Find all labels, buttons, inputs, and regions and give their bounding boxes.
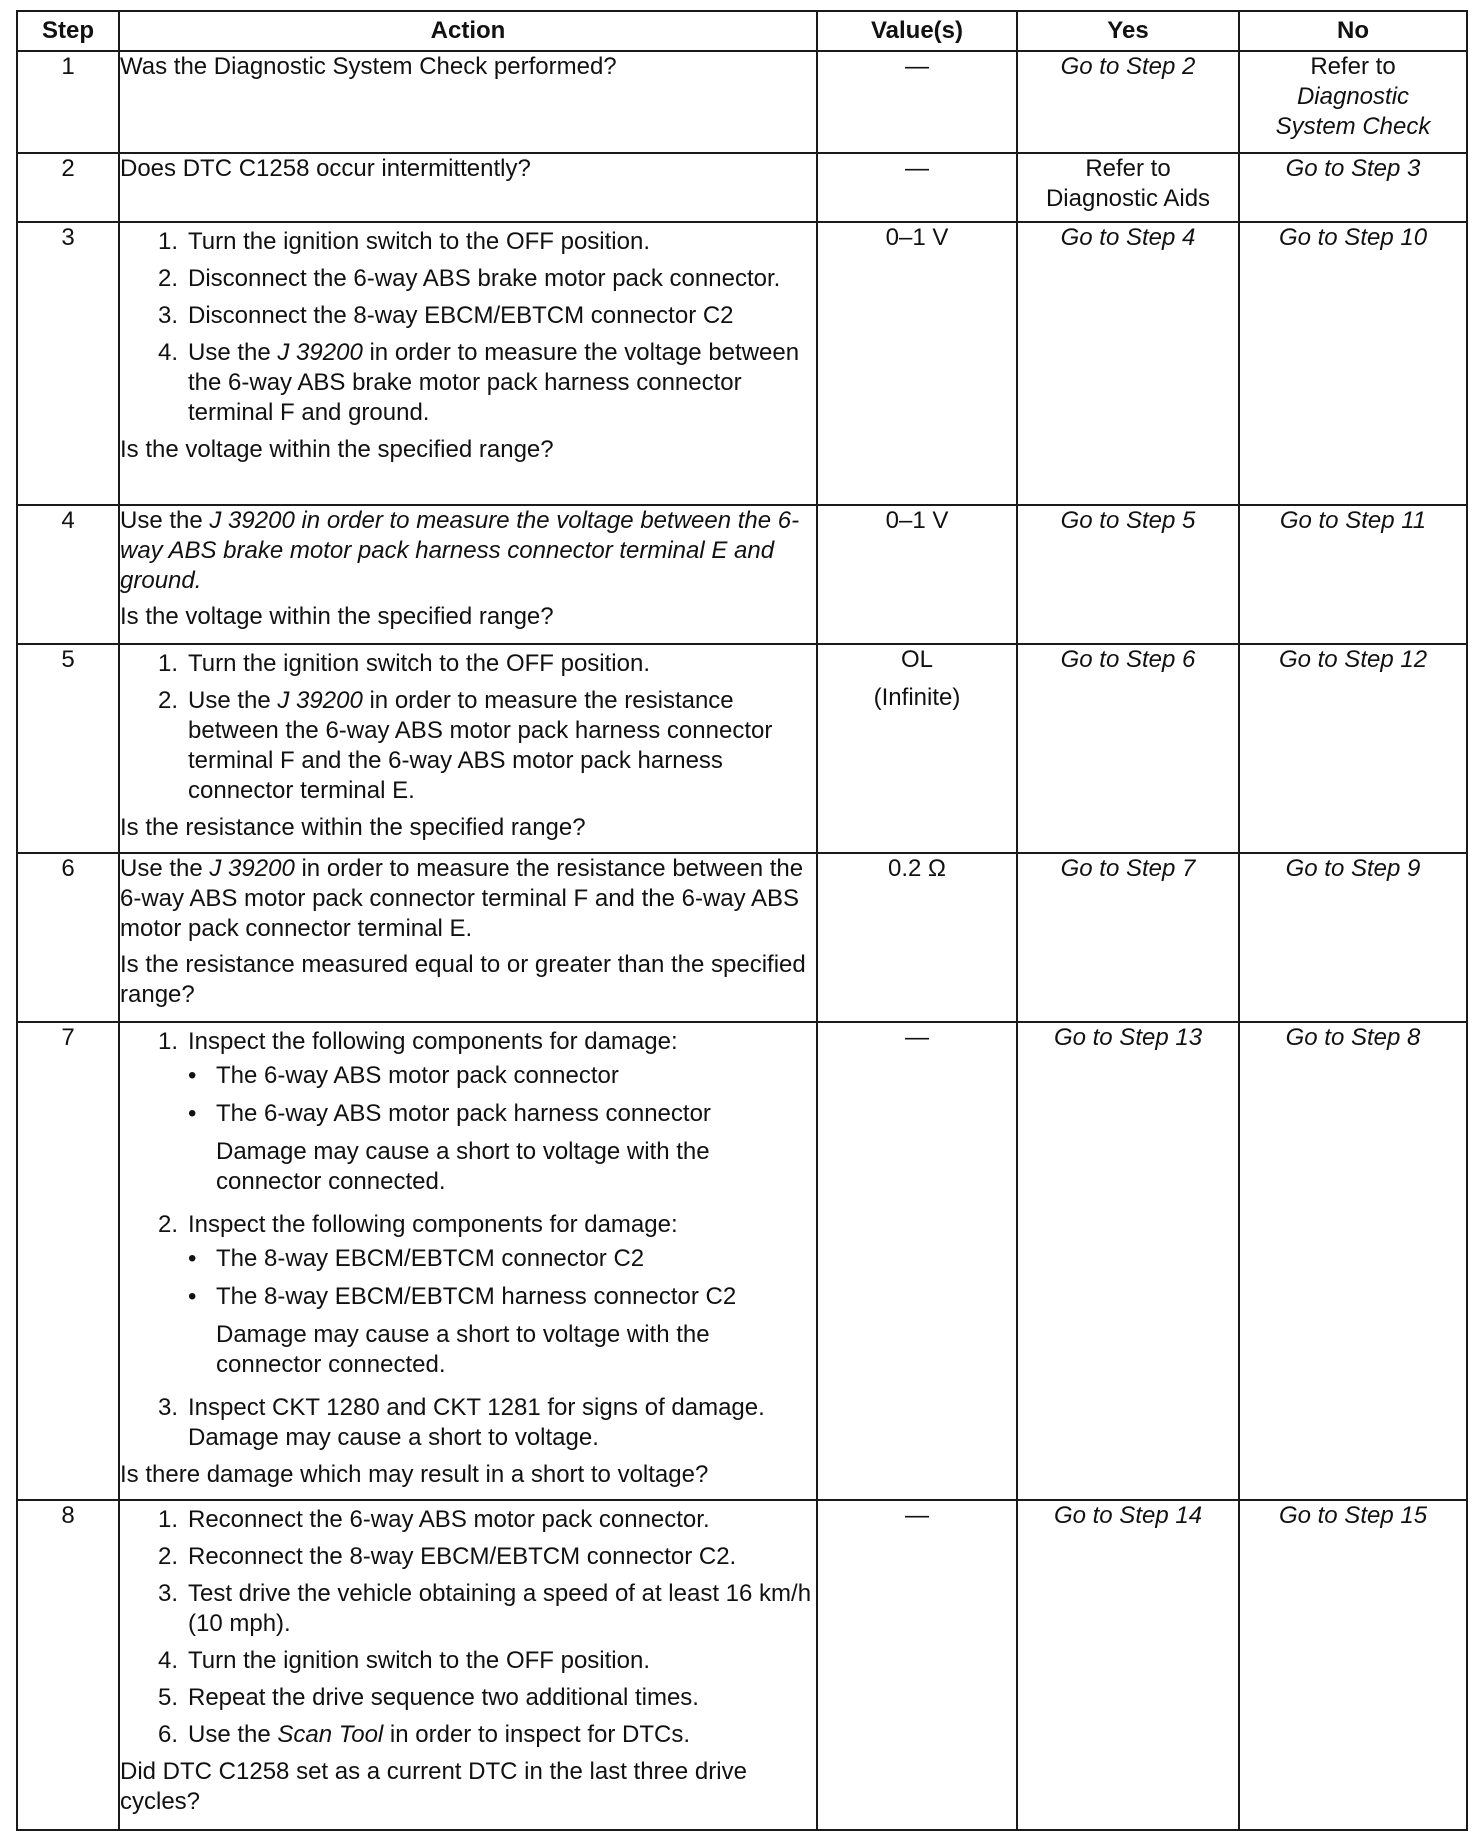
yes-refer: Refer to — [1085, 155, 1171, 182]
value-cell — [817, 644, 1017, 853]
list-item: 2. Inspect the following components for damage: • The 8-way EBCM/EBTCM connector C2 • The 8-way EBCM/EBTCM harness connector C2 Damage may cause a short to voltage with the connector connected. — [120, 1210, 816, 1386]
yes-cell — [1017, 222, 1239, 505]
action-text: Was the Diagnostic System Check performed? — [120, 53, 617, 80]
no-cell — [1239, 505, 1467, 644]
value-cell: 0–1 V — [817, 505, 1017, 644]
list-item: 6. Use the Scan Tool in order to inspect for DTCs. — [157, 1721, 691, 1748]
action-text: Use the J 39200 in order to measure the resistance between the 6-way ABS motor pack connector terminal F and the 6-way ABS motor pack connector terminal E. — [120, 855, 804, 942]
action-steps — [120, 1505, 816, 1750]
yes-cell — [1017, 1500, 1239, 1830]
no-cell — [1239, 153, 1467, 222]
no-cell — [1239, 222, 1467, 505]
step-number: 3 — [17, 222, 119, 505]
yes-goto: Go to Step 4 — [1060, 224, 1196, 251]
no-refer-target: System Check — [1275, 113, 1431, 140]
action-question: Is the resistance within the specified range? — [120, 814, 586, 841]
action-cell — [119, 505, 817, 644]
action-question: Is the voltage within the specified range? — [120, 436, 554, 463]
yes-cell — [1017, 153, 1239, 222]
action-cell — [119, 1022, 817, 1500]
value-cell: — — [817, 51, 1017, 153]
action-cell — [119, 51, 817, 153]
value-cell: — — [817, 1022, 1017, 1500]
list-item: 2. Reconnect the 8-way EBCM/EBTCM connector C2. — [157, 1543, 737, 1570]
list-item: 1. Turn the ignition switch to the OFF position. — [157, 650, 650, 677]
list-item: 2. Disconnect the 6-way ABS brake motor pack connector. — [157, 265, 781, 292]
action-steps — [120, 227, 816, 428]
damage-note: Damage may cause a short to voltage with the connector connected. — [216, 1138, 710, 1195]
no-refer-target: Diagnostic — [1296, 83, 1410, 110]
no-goto: Go to Step 15 — [1278, 1502, 1428, 1529]
action-cell — [119, 222, 817, 505]
action-steps — [120, 1027, 816, 1453]
yes-cell — [1017, 1022, 1239, 1500]
damage-note: Damage may cause a short to voltage with the connector connected. — [216, 1321, 710, 1378]
table-row — [17, 644, 1467, 853]
yes-goto: Go to Step 6 — [1060, 646, 1196, 673]
table-row — [17, 505, 1467, 644]
table-row — [17, 153, 1467, 222]
no-refer: Refer to — [1310, 53, 1396, 80]
action-cell — [119, 853, 817, 1022]
yes-goto: Go to Step 2 — [1060, 53, 1196, 80]
action-cell — [119, 153, 817, 222]
list-item: 1. Inspect the following components for damage: • The 6-way ABS motor pack connector • The 6-way ABS motor pack harness connector Damage may cause a short to voltage with the connector connected. — [120, 1027, 816, 1203]
action-question: Is there damage which may result in a short to voltage? — [120, 1461, 709, 1488]
yes-cell — [1017, 644, 1239, 853]
no-cell — [1239, 1022, 1467, 1500]
value-cell: 0.2 Ω — [817, 853, 1017, 1022]
yes-goto: Go to Step 14 — [1053, 1502, 1203, 1529]
bullet-item: • The 8-way EBCM/EBTCM connector C2 — [188, 1245, 645, 1272]
table-header-row — [17, 11, 1467, 51]
no-goto: Go to Step 12 — [1278, 646, 1428, 673]
action-cell — [119, 1500, 817, 1830]
value-note: (Infinite) — [873, 684, 961, 711]
list-item: 2. Use the J 39200 in order to measure the resistance between the 6-way ABS motor pack harness connector terminal F and the 6-way ABS motor pack harness connector terminal E. — [157, 687, 773, 804]
action-text: Use the J 39200 in order to measure the voltage between the 6-way ABS brake motor pack harness connector terminal E and ground. — [120, 507, 800, 594]
no-cell — [1239, 51, 1467, 153]
step-number: 7 — [17, 1022, 119, 1500]
yes-goto: Go to Step 13 — [1053, 1024, 1203, 1051]
diagnostic-table — [16, 10, 1468, 1831]
action-text: Does DTC C1258 occur intermittently? — [120, 155, 531, 182]
step-number: 1 — [17, 51, 119, 153]
table-row — [17, 853, 1467, 1022]
action-cell — [119, 644, 817, 853]
table-row — [17, 51, 1467, 153]
no-cell — [1239, 1500, 1467, 1830]
header-values: Value(s) — [817, 11, 1017, 51]
value-cell: — — [817, 153, 1017, 222]
no-goto: Go to Step 8 — [1285, 1024, 1421, 1051]
step-number: 6 — [17, 853, 119, 1022]
no-cell — [1239, 853, 1467, 1022]
table-row — [17, 1500, 1467, 1830]
step-number: 8 — [17, 1500, 119, 1830]
yes-goto: Go to Step 7 — [1060, 855, 1196, 882]
table-row — [17, 1022, 1467, 1500]
value-cell: 0–1 V — [817, 222, 1017, 505]
header-action: Action — [119, 11, 817, 51]
bullet-item: • The 6-way ABS motor pack connector — [188, 1062, 619, 1089]
action-question: Is the voltage within the specified range? — [120, 603, 554, 630]
no-goto: Go to Step 3 — [1285, 155, 1421, 182]
action-steps — [120, 649, 816, 806]
bullet-list — [188, 1244, 816, 1380]
value-main: OL — [900, 646, 933, 673]
no-goto: Go to Step 10 — [1278, 224, 1428, 251]
step-number: 2 — [17, 153, 119, 222]
list-item: 4. Turn the ignition switch to the OFF position. — [157, 1647, 650, 1674]
yes-cell — [1017, 505, 1239, 644]
no-cell — [1239, 644, 1467, 853]
header-step: Step — [17, 11, 119, 51]
header-yes: Yes — [1017, 11, 1239, 51]
bullet-item: • The 6-way ABS motor pack harness connector — [188, 1100, 711, 1127]
list-item: 3. Test drive the vehicle obtaining a speed of at least 16 km/h (10 mph). — [157, 1580, 812, 1637]
action-question: Is the resistance measured equal to or greater than the specified range? — [120, 951, 806, 1008]
step-number: 5 — [17, 644, 119, 853]
list-item: 1. Reconnect the 6-way ABS motor pack connector. — [157, 1506, 710, 1533]
value-cell: — — [817, 1500, 1017, 1830]
yes-cell — [1017, 51, 1239, 153]
bullet-item: • The 8-way EBCM/EBTCM harness connector C2 — [188, 1283, 737, 1310]
bullet-list — [188, 1061, 816, 1197]
no-goto: Go to Step 9 — [1285, 855, 1421, 882]
list-item: 3. Disconnect the 8-way EBCM/EBTCM connector C2 — [157, 302, 734, 329]
list-item: 3. Inspect CKT 1280 and CKT 1281 for signs of damage. Damage may cause a short to voltage. — [157, 1394, 765, 1451]
list-item: 1. Turn the ignition switch to the OFF position. — [157, 228, 650, 255]
action-question: Did DTC C1258 set as a current DTC in the last three drive cycles? — [120, 1758, 747, 1815]
list-item: 5. Repeat the drive sequence two additional times. — [157, 1684, 699, 1711]
yes-refer-target: Diagnostic Aids — [1045, 185, 1211, 212]
no-goto: Go to Step 11 — [1279, 507, 1427, 534]
list-item: 4. Use the J 39200 in order to measure the voltage between the 6-way ABS brake motor pack harness connector terminal F and ground. — [157, 339, 800, 426]
header-no: No — [1239, 11, 1467, 51]
step-number: 4 — [17, 505, 119, 644]
table-row — [17, 222, 1467, 505]
yes-goto: Go to Step 5 — [1060, 507, 1196, 534]
yes-cell — [1017, 853, 1239, 1022]
